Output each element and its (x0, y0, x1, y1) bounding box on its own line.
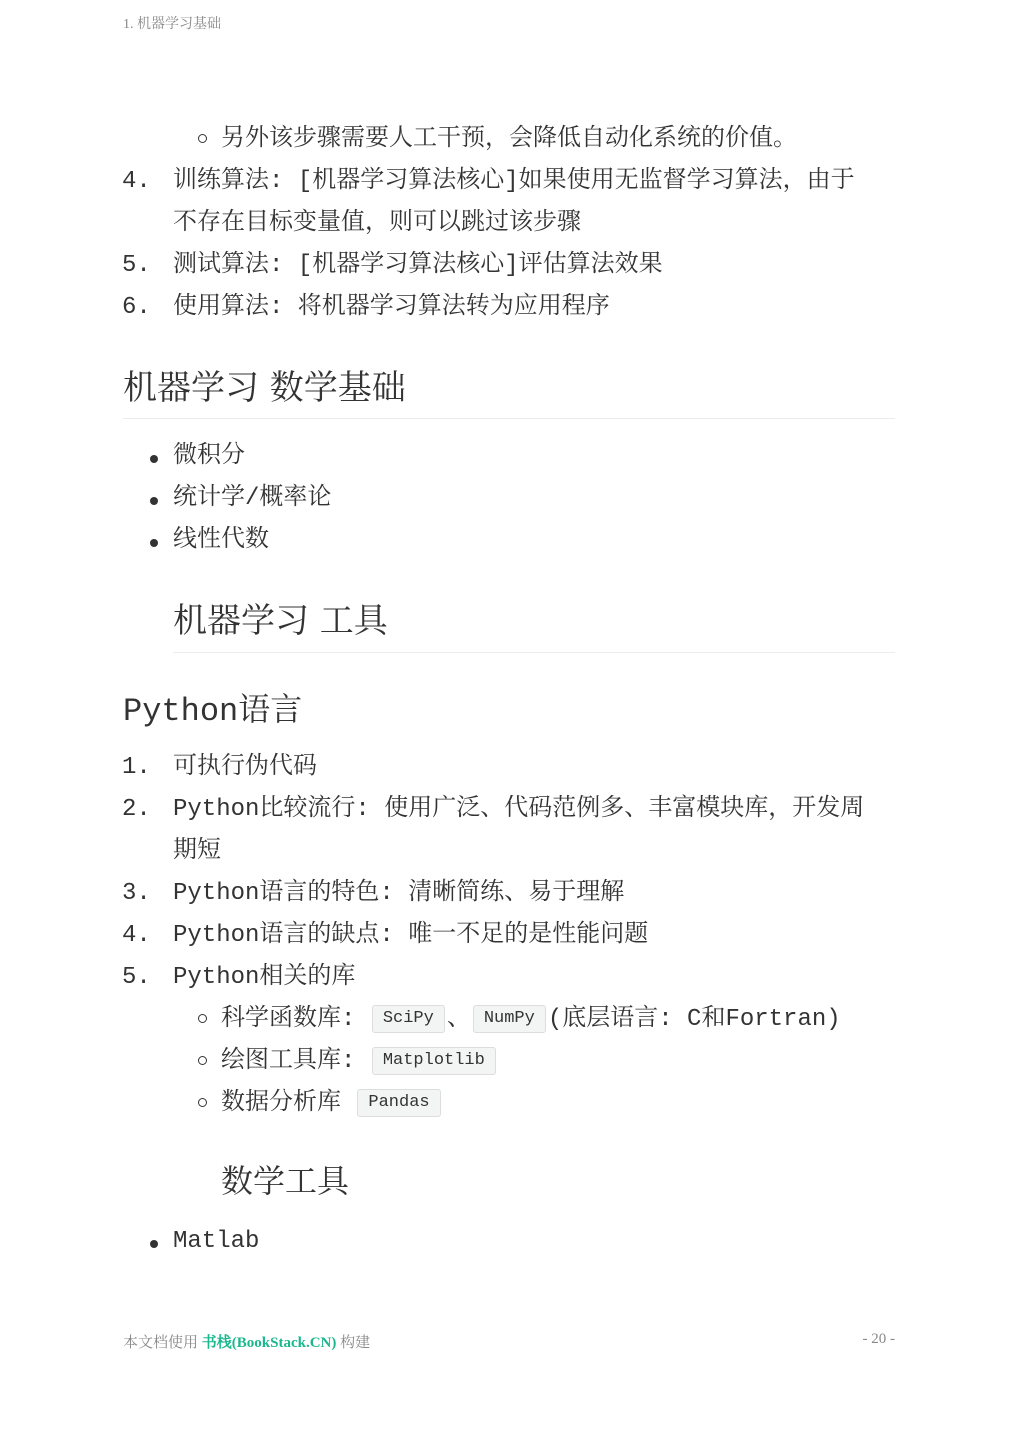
heading-divider (173, 652, 895, 653)
list-item-text: 线性代数 (173, 527, 269, 554)
section-heading: 机器学习 工具 (173, 601, 388, 641)
data-libs-label: 数据分析库 (221, 1090, 356, 1117)
list-number: 4. (122, 168, 151, 195)
sub-bullet-marker (198, 1056, 207, 1065)
code-matplotlib: Matplotlib (372, 1047, 496, 1075)
footer-brand-link[interactable]: 书栈(BookStack.CN) (201, 1335, 337, 1351)
bullet-marker (150, 539, 158, 547)
data-libs-line (221, 1083, 443, 1125)
list-item-text: Python语言的缺点: 唯一不足的是性能问题 (173, 922, 649, 949)
subsection-heading: Python语言 (123, 693, 303, 730)
list-item-text: 微积分 (173, 443, 245, 470)
page-footer (123, 1331, 370, 1352)
footer-prefix: 本文档使用 (123, 1335, 202, 1351)
sub-bullet-marker (198, 1098, 207, 1107)
list-number: 5. (122, 252, 151, 279)
list-number: 6. (122, 294, 151, 321)
list-number: 3. (122, 880, 151, 907)
list-item-text: Python比较流行: 使用广泛、代码范例多、丰富模块库，开发周 (173, 796, 865, 823)
sub-bullet-marker (198, 134, 207, 143)
list-item-text: 使用算法: 将机器学习算法转为应用程序 (173, 294, 610, 321)
list-item-text: 不存在目标变量值，则可以跳过该步骤 (173, 210, 581, 237)
list-item-text: 可执行伪代码 (173, 754, 317, 781)
plot-libs-line (221, 1041, 498, 1083)
sci-libs-label: 科学函数库: (221, 1006, 370, 1033)
bullet-marker (150, 1240, 158, 1248)
section-heading: 机器学习 数学基础 (123, 368, 406, 408)
list-number: 2. (122, 796, 151, 823)
sci-libs-suffix: (底层语言: C和Fortran) (547, 1006, 841, 1033)
code-numpy: NumPy (473, 1005, 546, 1033)
code-scipy: SciPy (372, 1005, 445, 1033)
page-number: - 20 - (862, 1331, 895, 1347)
list-item-text: 统计学/概率论 (173, 485, 332, 512)
list-item-text: Python相关的库 (173, 964, 356, 991)
list-item-text: Python语言的特色: 清晰简练、易于理解 (173, 880, 625, 907)
bullet-marker (150, 455, 158, 463)
sub-bullet-marker (198, 1014, 207, 1023)
list-number: 5. (122, 964, 151, 991)
bullet-marker (150, 497, 158, 505)
sci-libs-line (221, 999, 841, 1041)
list-item-text: 期短 (173, 838, 221, 865)
code-pandas: Pandas (357, 1089, 440, 1117)
footer-suffix: 构建 (336, 1335, 371, 1351)
separator: 、 (446, 1006, 471, 1033)
plot-libs-label: 绘图工具库: (221, 1048, 370, 1075)
heading-divider (123, 418, 895, 419)
list-number: 1. (122, 754, 151, 781)
subsection-heading: 数学工具 (221, 1162, 350, 1200)
list-number: 4. (122, 922, 151, 949)
list-item-text: 训练算法: [机器学习算法核心]如果使用无监督学习算法，由于 (173, 168, 855, 195)
list-item-text: Matlab (173, 1228, 260, 1255)
list-item-text: 测试算法: [机器学习算法核心]评估算法效果 (173, 252, 663, 279)
sub-note: 另外该步骤需要人工干预，会降低自动化系统的价值。 (221, 126, 797, 153)
page-header-breadcrumb: 1. 机器学习基础 (123, 17, 221, 32)
